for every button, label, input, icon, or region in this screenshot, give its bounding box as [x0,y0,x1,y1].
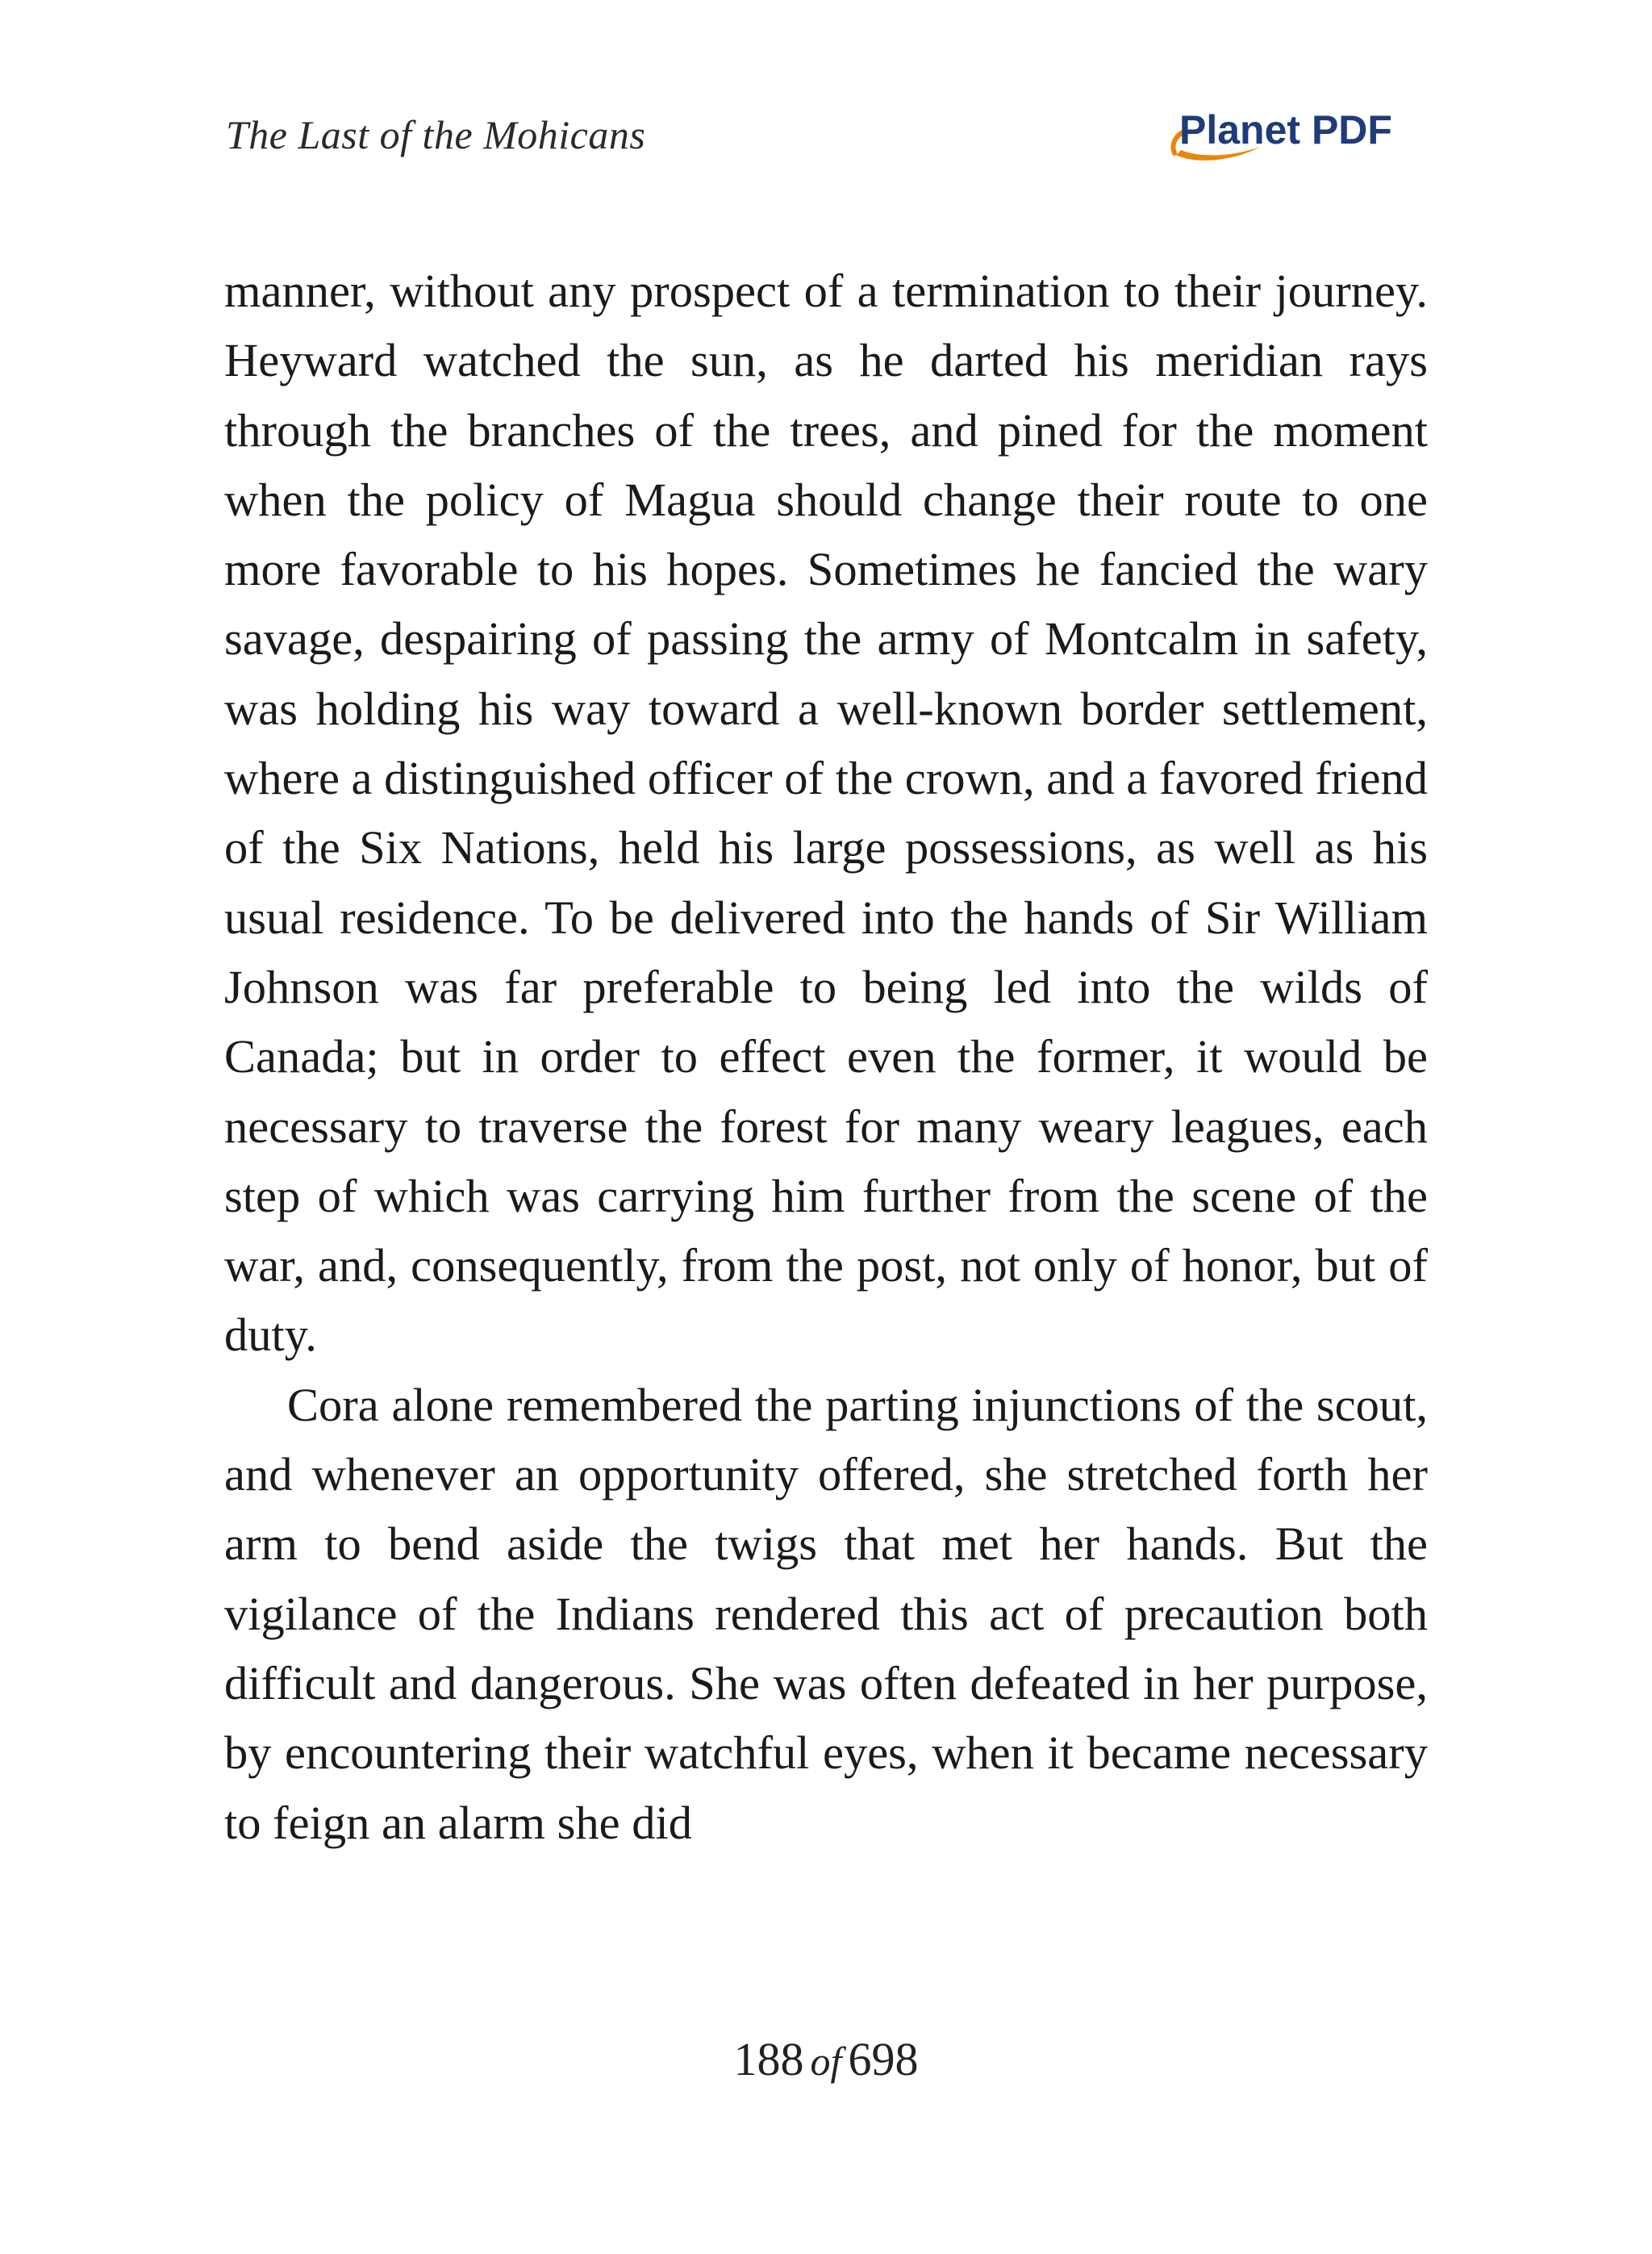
page-number [0,2027,1652,2093]
page-of-label: of [810,2039,842,2084]
logo-text: Planet PDF [1179,107,1392,152]
paragraph: manner, without any prospect of a termination to their journey. Heyward watched the sun, as he darted his meridian rays through the branches of the trees, and pined for the moment when the policy of Magua should change their route to one more favorable to his hopes. Sometimes he fancied the wary savage, despairing of passing the army of Montcalm in safety, was holding his way toward a well-known border settlement, where a distinguished officer of the crown, and a favored friend of the Six Nations, held his large possessions, as well as his usual residence. To be delivered into the hands of Sir William Johnson was far preferable to being led into the wilds of Canada; but in order to effect even the former, it would be necessary to traverse the forest for many weary leagues, each step of which was carrying him further from the scene of the war, and, consequently, from the post, not only of honor, but of duty. [224,265,1428,1362]
page-current: 188 [733,2033,804,2085]
body-text [224,257,1428,1858]
page-total: 698 [848,2033,919,2085]
planet-pdf-logo [1170,105,1428,166]
running-title: The Last of the Mohicans [226,112,646,157]
paragraph: Cora alone remembered the parting injunctions of the scout, and whenever an opportunity offered, she stretched forth her arm to bend aside the twigs that met her hands. But the vigilance of the Indians rendered this act of precaution both difficult and dangerous. She was often defeated in her purpose, by encountering their watchful eyes, when it became necessary to feign an alarm she did [224,1378,1428,1849]
